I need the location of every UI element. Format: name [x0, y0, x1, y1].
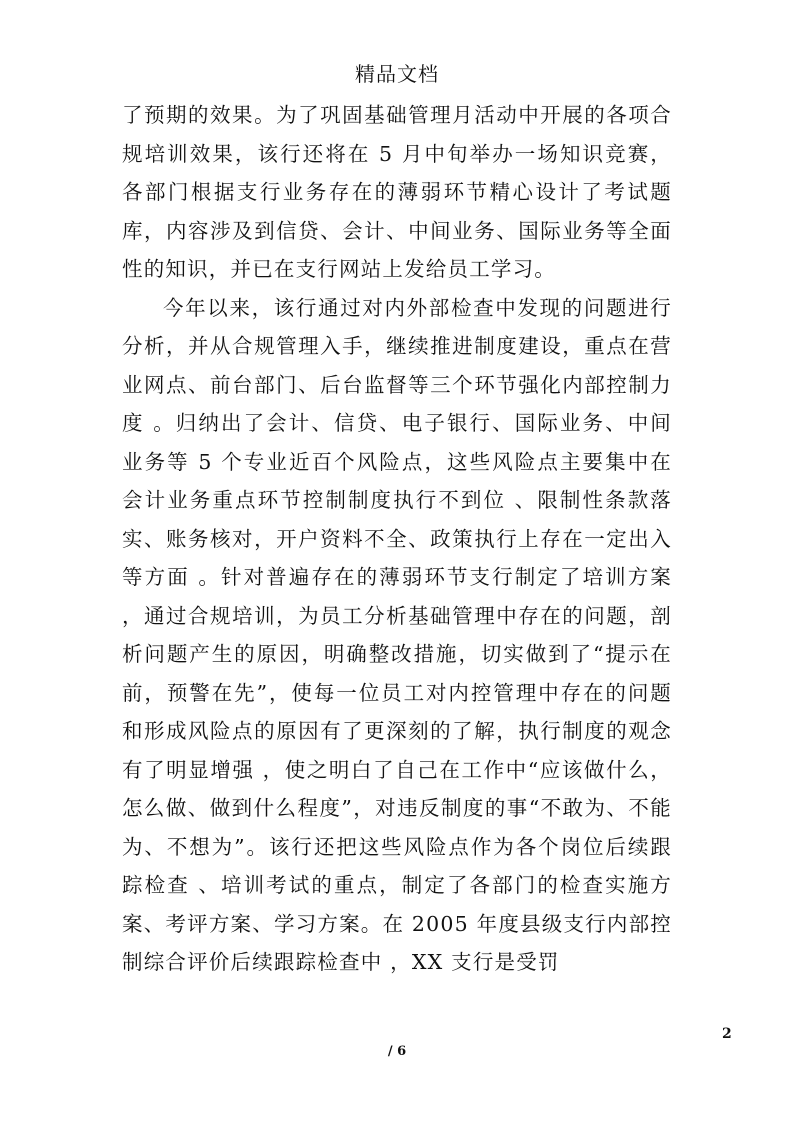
document-body	[122, 96, 672, 982]
paragraph-1: 了预期的效果。为了巩固基础管理月活动中开展的各项合规培训效果，该行还将在 5 月中旬举办一场知识竞赛，各部门根据支行业务存在的薄弱环节精心设计了考试题库，内容涉及到信贷、会计、中间业务、国际业务等全面性的知识，并已在支行网站上发给员工学习。	[122, 103, 672, 281]
page-count: / 6	[387, 1044, 407, 1059]
page-number: 2	[722, 1026, 732, 1042]
paragraph-2: 今年以来，该行通过对内外部检查中发现的问题进行分析，并从合规管理入手，继续推进制度建设，重点在营业网点、前台部门、后台监督等三个环节强化内部控制力度 。归纳出了会计、信贷、电子银行、国际业务、中间业务等 5 个专业近百个风险点，这些风险点主要集中在会计业务重点环节控制制度执行不到位 、限制性条款落实、账务核对，开户资料不全、政策执行上存在一定出入等方面 。针对普遍存在的薄弱环节支行制定了培训方案 ，通过合规培训，为员工分析基础管理中存在的问题，剖析问题产生的原因，明确整改措施，切实做到了“提示在前，预警在先”，使每一位员工对内控管理中存在的问题和形成风险点的原因有了更深刻的了解，执行制度的观念有了明显增强 ，使之明白了自己在工作中“应该做什么，怎么做、做到什么程度”，对违反制度的事“不敢为、不能为、不想为”。该行还把这些风险点作为各个岗位后续跟踪检查 、培训考试的重点，制定了各部门的检查实施方案、考评方案、学习方案。在 2005 年度县级支行内部控制综合评价后续跟踪检查中 ，XX 支行是受罚	[122, 295, 672, 974]
page-header-title: 精品文档	[355, 62, 439, 86]
